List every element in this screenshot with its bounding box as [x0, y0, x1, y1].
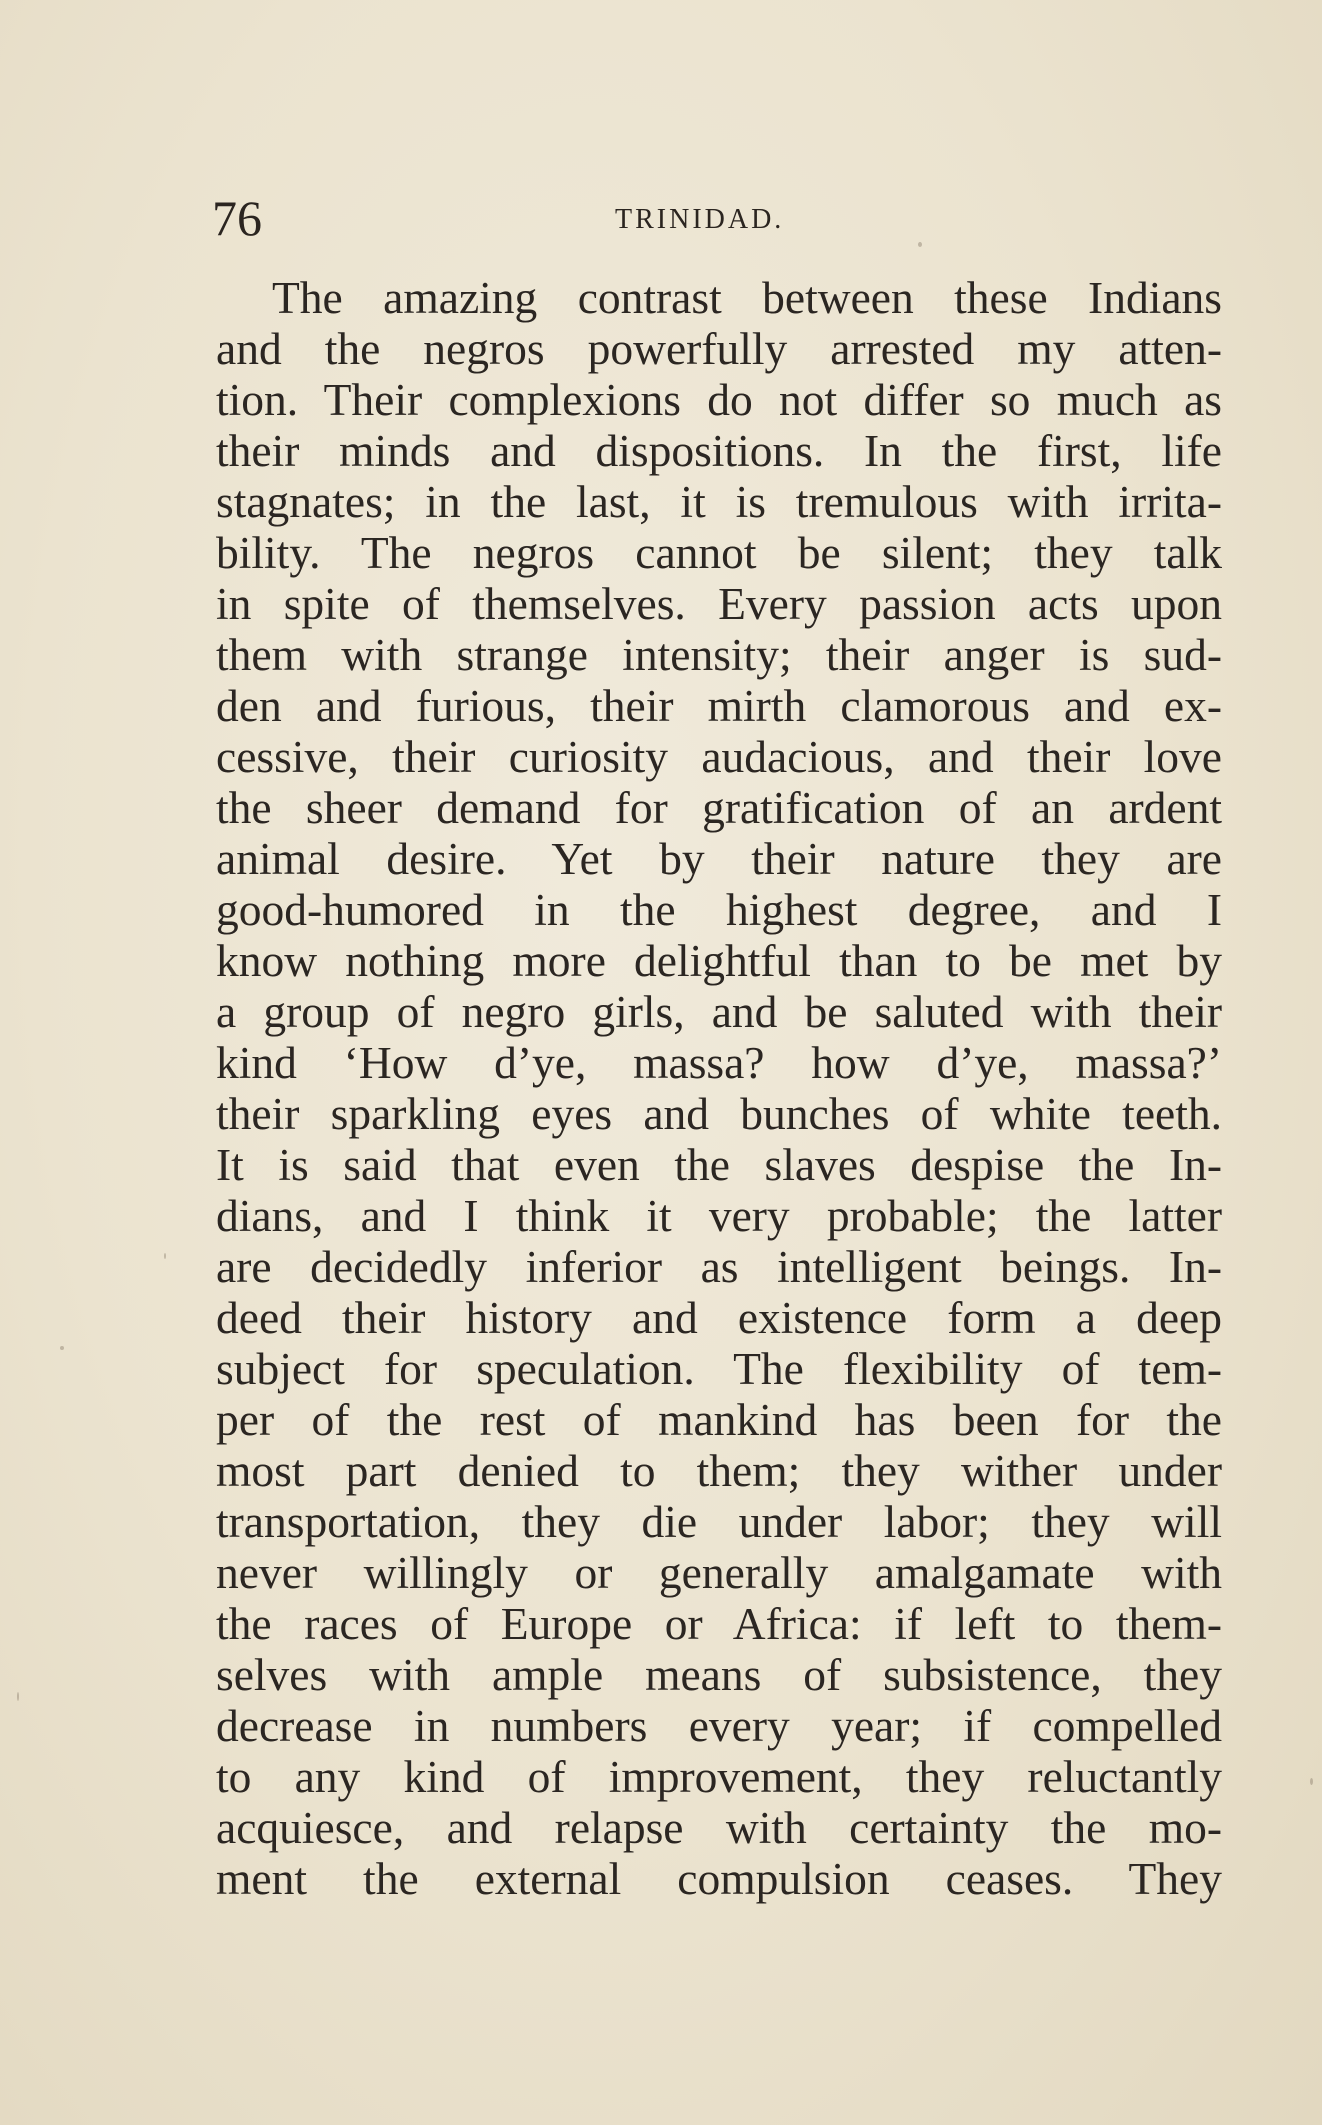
paper-speck: [60, 1346, 64, 1350]
page-number: 76: [212, 190, 262, 246]
text-line: cessive, their curiosity audacious, and their love: [216, 731, 1222, 782]
text-line: selves with ample means of subsistence, they: [216, 1649, 1222, 1700]
text-line: bility. The negros cannot be silent; they talk: [216, 527, 1222, 578]
text-line: kind ‘How d’ye, massa? how d’ye, massa?’: [216, 1037, 1222, 1088]
text-line: transportation, they die under labor; they will: [216, 1496, 1222, 1547]
text-line: animal desire. Yet by their nature they are: [216, 833, 1222, 884]
text-line: their minds and dispositions. In the first, life: [216, 425, 1222, 476]
text-line: the sheer demand for gratification of an ardent: [216, 782, 1222, 833]
text-line: acquiesce, and relapse with certainty the mo-: [216, 1802, 1222, 1853]
text-line: It is said that even the slaves despise the In-: [216, 1139, 1222, 1190]
body-text: [216, 272, 1222, 1904]
text-line: their sparkling eyes and bunches of white teeth.: [216, 1088, 1222, 1139]
text-line: ment the external compulsion ceases. They: [216, 1853, 1222, 1904]
text-line: den and furious, their mirth clamorous and ex-: [216, 680, 1222, 731]
paper-speck: [164, 1253, 166, 1259]
text-line: decrease in numbers every year; if compelled: [216, 1700, 1222, 1751]
text-line: know nothing more delightful than to be met by: [216, 935, 1222, 986]
text-line: good-humored in the highest degree, and I: [216, 884, 1222, 935]
running-head: TRINIDAD.: [615, 204, 785, 235]
paper-speck: [17, 1692, 19, 1701]
paper-speck: [1310, 1778, 1313, 1785]
text-line: per of the rest of mankind has been for the: [216, 1394, 1222, 1445]
text-line: a group of negro girls, and be saluted with their: [216, 986, 1222, 1037]
text-line: them with strange intensity; their anger is sud-: [216, 629, 1222, 680]
text-line: to any kind of improvement, they reluctantly: [216, 1751, 1222, 1802]
text-line: never willingly or generally amalgamate with: [216, 1547, 1222, 1598]
text-line: The amazing contrast between these Indians: [272, 272, 1222, 323]
page-header: [212, 188, 1212, 248]
paper-speck: [918, 242, 922, 247]
text-line: dians, and I think it very probable; the latter: [216, 1190, 1222, 1241]
text-line: deed their history and existence form a deep: [216, 1292, 1222, 1343]
text-line: and the negros powerfully arrested my atten-: [216, 323, 1222, 374]
text-line: stagnates; in the last, it is tremulous with irrita-: [216, 476, 1222, 527]
text-line: in spite of themselves. Every passion acts upon: [216, 578, 1222, 629]
text-line: most part denied to them; they wither under: [216, 1445, 1222, 1496]
text-line: are decidedly inferior as intelligent beings. In-: [216, 1241, 1222, 1292]
text-line: the races of Europe or Africa: if left to them-: [216, 1598, 1222, 1649]
text-line: tion. Their complexions do not differ so much as: [216, 374, 1222, 425]
text-line: subject for speculation. The flexibility of tem-: [216, 1343, 1222, 1394]
